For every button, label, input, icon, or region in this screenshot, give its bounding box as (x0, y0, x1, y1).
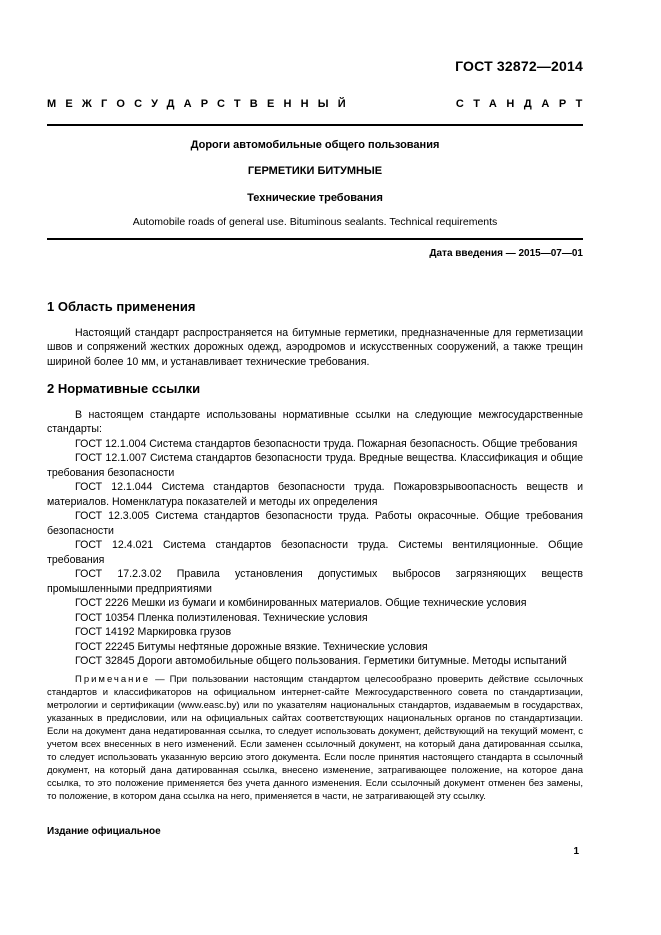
reference-item: ГОСТ 32845 Дороги автомобильные общего пользования. Герметики битумные. Методы испытаний (75, 655, 567, 667)
document-number: ГОСТ 32872—2014 (455, 58, 583, 74)
reference-item: ГОСТ 12.1.044 Система стандартов безопасности труда. Пожаровзрывоопасность веществ и материалов. Номенклатура показателей и методы их определения (47, 481, 583, 508)
standard-label: СТАНДАРТ (455, 98, 592, 110)
introduction-date: Дата введения — 2015—07—01 (429, 248, 583, 259)
reference-item: ГОСТ 10354 Пленка полиэтиленовая. Технические условия (75, 611, 368, 624)
reference-item: ГОСТ 12.1.004 Система стандартов безопасности труда. Пожарная безопасность. Общие требования (75, 437, 578, 450)
note-label: Примечание (75, 673, 150, 685)
note (47, 673, 583, 803)
section-2-intro: В настоящем стандарте использованы нормативные ссылки на следующие межгосударственные стандарты: (47, 408, 583, 435)
note-text: — При пользовании настоящим стандартом целесообразно проверить действие ссылочных стандартов и классификаторов на официальном интернет-сайте Межгосударственного совета по стандартизации, метрологии и сертификации (www.easc.by) или по указателям национальных стандартов, издаваемым в государствах, указанных в предисловии, или на официальных сайтах соответствующих национальных органов по стандартизации. Если на документ дана недатированная ссылка, то следует использовать документ, действующий на текущий момент, с учетом всех внесенных в него изменений. Если заменен ссылочный документ, на который дана датированная ссылка, то следует использовать указанную версию этого документа. Если после принятия настоящего стандарта в ссылочный документ, на который дана датированная ссылка, внесено изменение, затрагивающее положение, на которое дана ссылка, то это положение применяется без учета данного изменения. Если ссылочный документ отменен без замены, то положение, в котором дана ссылка на него, применяется в части, не затрагивающей эту ссылку. (47, 673, 583, 802)
edition-label: Издание официальное (47, 826, 161, 837)
title-divider (47, 238, 583, 240)
title-line-2: ГЕРМЕТИКИ БИТУМНЫЕ (247, 165, 383, 177)
top-divider (47, 124, 583, 126)
section-2 (47, 382, 583, 803)
reference-item: ГОСТ 14192 Маркировка грузов (75, 626, 232, 638)
title-line-3: Технические требования (247, 192, 383, 204)
page-number: 1 (573, 846, 579, 857)
interstate-standard-banner (47, 98, 592, 110)
reference-item: ГОСТ 12.4.021 Система стандартов безопасности труда. Системы вентиляционные. Общие требования (47, 539, 583, 566)
reference-item: ГОСТ 22245 Битумы нефтяные дорожные вязкие. Технические условия (75, 640, 428, 653)
reference-item: ГОСТ 12.1.007 Система стандартов безопасности труда. Вредные вещества. Классификация и общие требования безопасности (47, 452, 583, 479)
reference-item: ГОСТ 2226 Мешки из бумаги и комбинированных материалов. Общие технические условия (75, 597, 527, 609)
reference-item: ГОСТ 12.3.005 Система стандартов безопасности труда. Работы окрасочные. Общие требования безопасности (47, 510, 583, 537)
section-1-heading: 1 Область применения (47, 299, 196, 314)
section-1-text: Настоящий стандарт распространяется на битумные герметики, предназначенные для герметизации швов и сопряжений жестких дорожных одежд, аэродромов и искусственных сооружений, а также трещин шириной более 10 мм, и устанавливает технические требования. (47, 326, 583, 368)
interstate-label: МЕЖГОСУДАРСТВЕННЫЙ (47, 98, 355, 110)
reference-list (47, 437, 583, 669)
section-1 (47, 300, 583, 369)
section-2-heading: 2 Нормативные ссылки (47, 381, 201, 396)
reference-item: ГОСТ 17.2.3.02 Правила установления допустимых выбросов загрязняющих веществ промышленными предприятиями (47, 568, 583, 595)
title-line-1: Дороги автомобильные общего пользования (190, 139, 440, 151)
title-english: Automobile roads of general use. Bituminous sealants. Technical requirements (132, 216, 498, 228)
